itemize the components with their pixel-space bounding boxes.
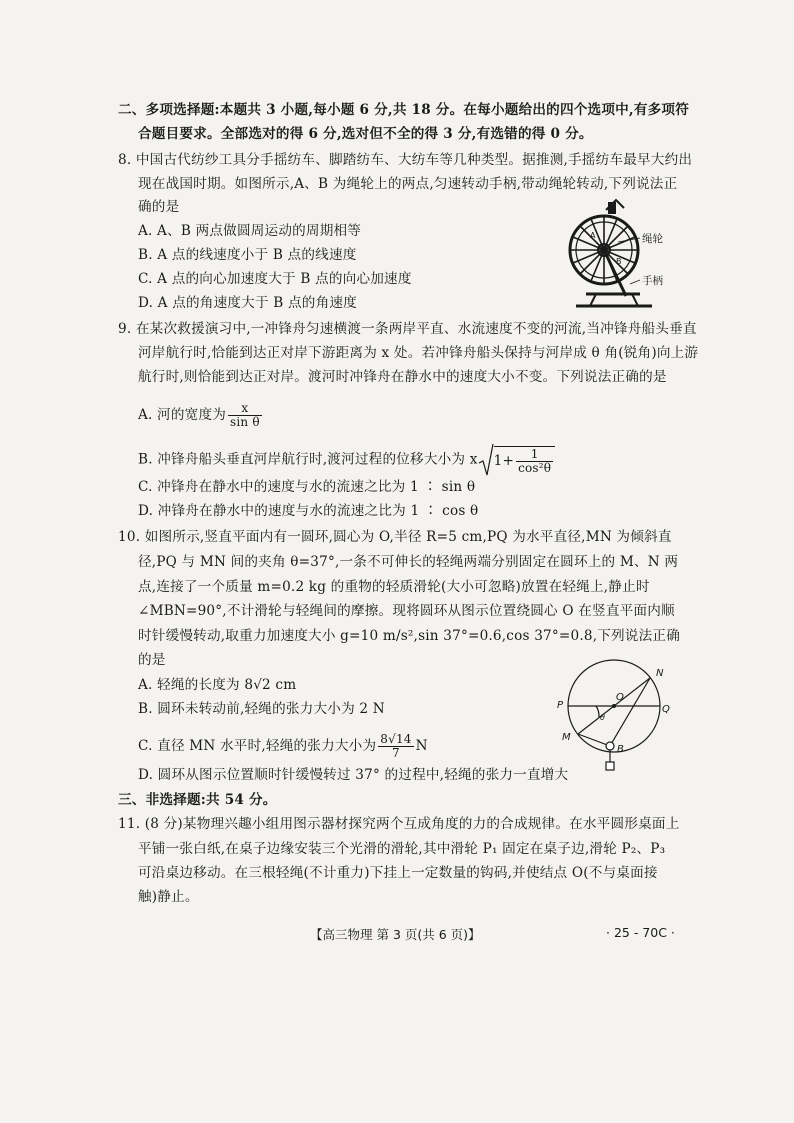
section3-title: 三、非选择题:共 54 分。 <box>118 792 277 808</box>
footer-code: · 25 - 70C · <box>606 925 675 940</box>
section2-title-line1: 二、多项选择题:本题共 3 小题,每小题 6 分,共 18 分。在每小题给出的四个选项中,有多项符 <box>118 102 690 118</box>
q8-option-c: C. A 点的向心加速度大于 B 点的向心加速度 <box>138 271 412 287</box>
q11-stem-line4: 触)静止。 <box>138 889 199 905</box>
q9-option-a: A. 河的宽度为 $\frac{x}{\text{sin θ}}$ <box>138 401 260 429</box>
section2-title-line2: 合题目要求。全部选对的得 6 分,选对但不全的得 3 分,有选错的得 0 分。 <box>138 126 593 142</box>
radical-sign-icon <box>478 443 494 477</box>
wheel-label-b: B <box>616 257 622 266</box>
ring-label-q: Q <box>662 704 670 715</box>
ring-label-b: B <box>617 744 624 755</box>
sqrt-expression: 1+ $\frac{1}{\text{cos²θ}}$ <box>478 443 556 477</box>
q8-stem-line2: 现在战国时期。如图所示,A、B 为绳轮上的两点,匀速转动手柄,带动绳轮转动,下列说法正 <box>138 176 678 192</box>
q9-stem-line3: 航行时,则恰能到达正对岸。渡河时冲锋舟在静水中的速度大小不变。下列说法正确的是 <box>138 369 667 385</box>
q11-stem-line3: 可沿桌边移动。在三根轻绳(不计重力)下挂上一定数量的钩码,并使结点 O(不与桌面接 <box>138 865 658 881</box>
wheel-label-a: A <box>590 231 596 240</box>
q9-stem-line2: 河岸航行时,恰能到达正对岸下游距离为 x 处。若冲锋舟船头保持与河岸成 θ 角(锐角)向上游 <box>138 345 699 361</box>
label-handle: 手柄 <box>642 275 663 287</box>
ring-label-p: P <box>557 700 564 711</box>
q11-stem-line1: 11. (8 分)某物理兴趣小组用图示器材探究两个互成角度的力的合成规律。在水平圆形桌面上 <box>118 816 680 832</box>
q10-stem-line4: ∠MBN=90°,不计滑轮与轻绳间的摩擦。现将圆环从图示位置绕圆心 O 在竖直平面内顺 <box>138 603 675 619</box>
fraction-x-over-sin: $\frac{x}{\text{sin θ}}$ <box>230 401 260 429</box>
label-rope-wheel: 绳轮 <box>642 233 663 245</box>
spinning-wheel-figure <box>556 198 674 316</box>
q10-option-c: C. 直径 MN 水平时,轻绳的张力大小为 $\frac{8√14}{7}$ N <box>138 732 428 760</box>
q9-option-c: C. 冲锋舟在静水中的速度与水的流速之比为 1 ∶ sin θ <box>138 479 476 495</box>
q10-stem-line6: 的是 <box>138 652 166 668</box>
q9-option-b: B. 冲锋舟船头垂直河岸航行时,渡河过程的位移大小为 x 1+ $\frac{1}{\text{cos²θ}}$ <box>138 443 555 477</box>
q10-stem-line2: 径,PQ 与 MN 间的夹角 θ=37°,一条不可伸长的轻绳两端分别固定在圆环上的 M、N 两 <box>138 554 679 570</box>
q8-option-d: D. A 点的角速度大于 B 点的角速度 <box>138 295 357 311</box>
q10-stem-line3: 点,连接了一个质量 m=0.2 kg 的重物的轻质滑轮(大小可忽略)放置在轻绳上,静止时 <box>138 579 650 595</box>
ring-pulley-figure <box>556 650 674 776</box>
q8-stem-line3: 确的是 <box>138 199 180 215</box>
q10-option-a: A. 轻绳的长度为 8√2 cm <box>138 677 297 693</box>
q10-stem-line5: 时针缓慢转动,取重力加速度大小 g=10 m/s²,sin 37°=0.6,cos 37°=0.8,下列说法正确 <box>138 628 680 644</box>
q9-stem-line1: 9. 在某次救援演习中,一冲锋舟匀速横渡一条两岸平直、水流速度不变的河流,当冲锋舟船头垂直 <box>118 321 697 337</box>
q9-option-d: D. 冲锋舟在静水中的速度与水的流速之比为 1 ∶ cos θ <box>138 503 479 519</box>
ring-label-m: M <box>562 732 571 743</box>
q10-option-d: D. 圆环从图示位置顺时针缓慢转过 37° 的过程中,轻绳的张力一直增大 <box>138 767 569 783</box>
footer-page-info: 【高三物理 第 3 页(共 6 页)】 <box>310 927 481 942</box>
q8-option-b: B. A 点的线速度小于 B 点的线速度 <box>138 247 357 263</box>
q11-stem-line2: 平铺一张白纸,在桌子边缘安装三个光滑的滑轮,其中滑轮 P₁ 固定在桌子边,滑轮 P₂、P₃ <box>138 841 666 857</box>
q10-stem-line1: 10. 如图所示,竖直平面内有一圆环,圆心为 O,半径 R=5 cm,PQ 为水平直径,MN 为倾斜直 <box>118 529 672 545</box>
q10-option-b: B. 圆环未转动前,轻绳的张力大小为 2 N <box>138 701 385 717</box>
ring-label-n: N <box>656 668 664 679</box>
ring-label-theta: θ <box>600 713 605 722</box>
fraction-tension: $\frac{8√14}{7}$ <box>380 732 412 760</box>
q8-option-a: A. A、B 两点做圆周运动的周期相等 <box>138 223 362 239</box>
q8-stem-line1: 8. 中国古代纺纱工具分手摇纺车、脚踏纺车、大纺车等几种类型。据推测,手摇纺车最早大约出 <box>118 152 693 168</box>
ring-label-o: O <box>616 692 624 703</box>
